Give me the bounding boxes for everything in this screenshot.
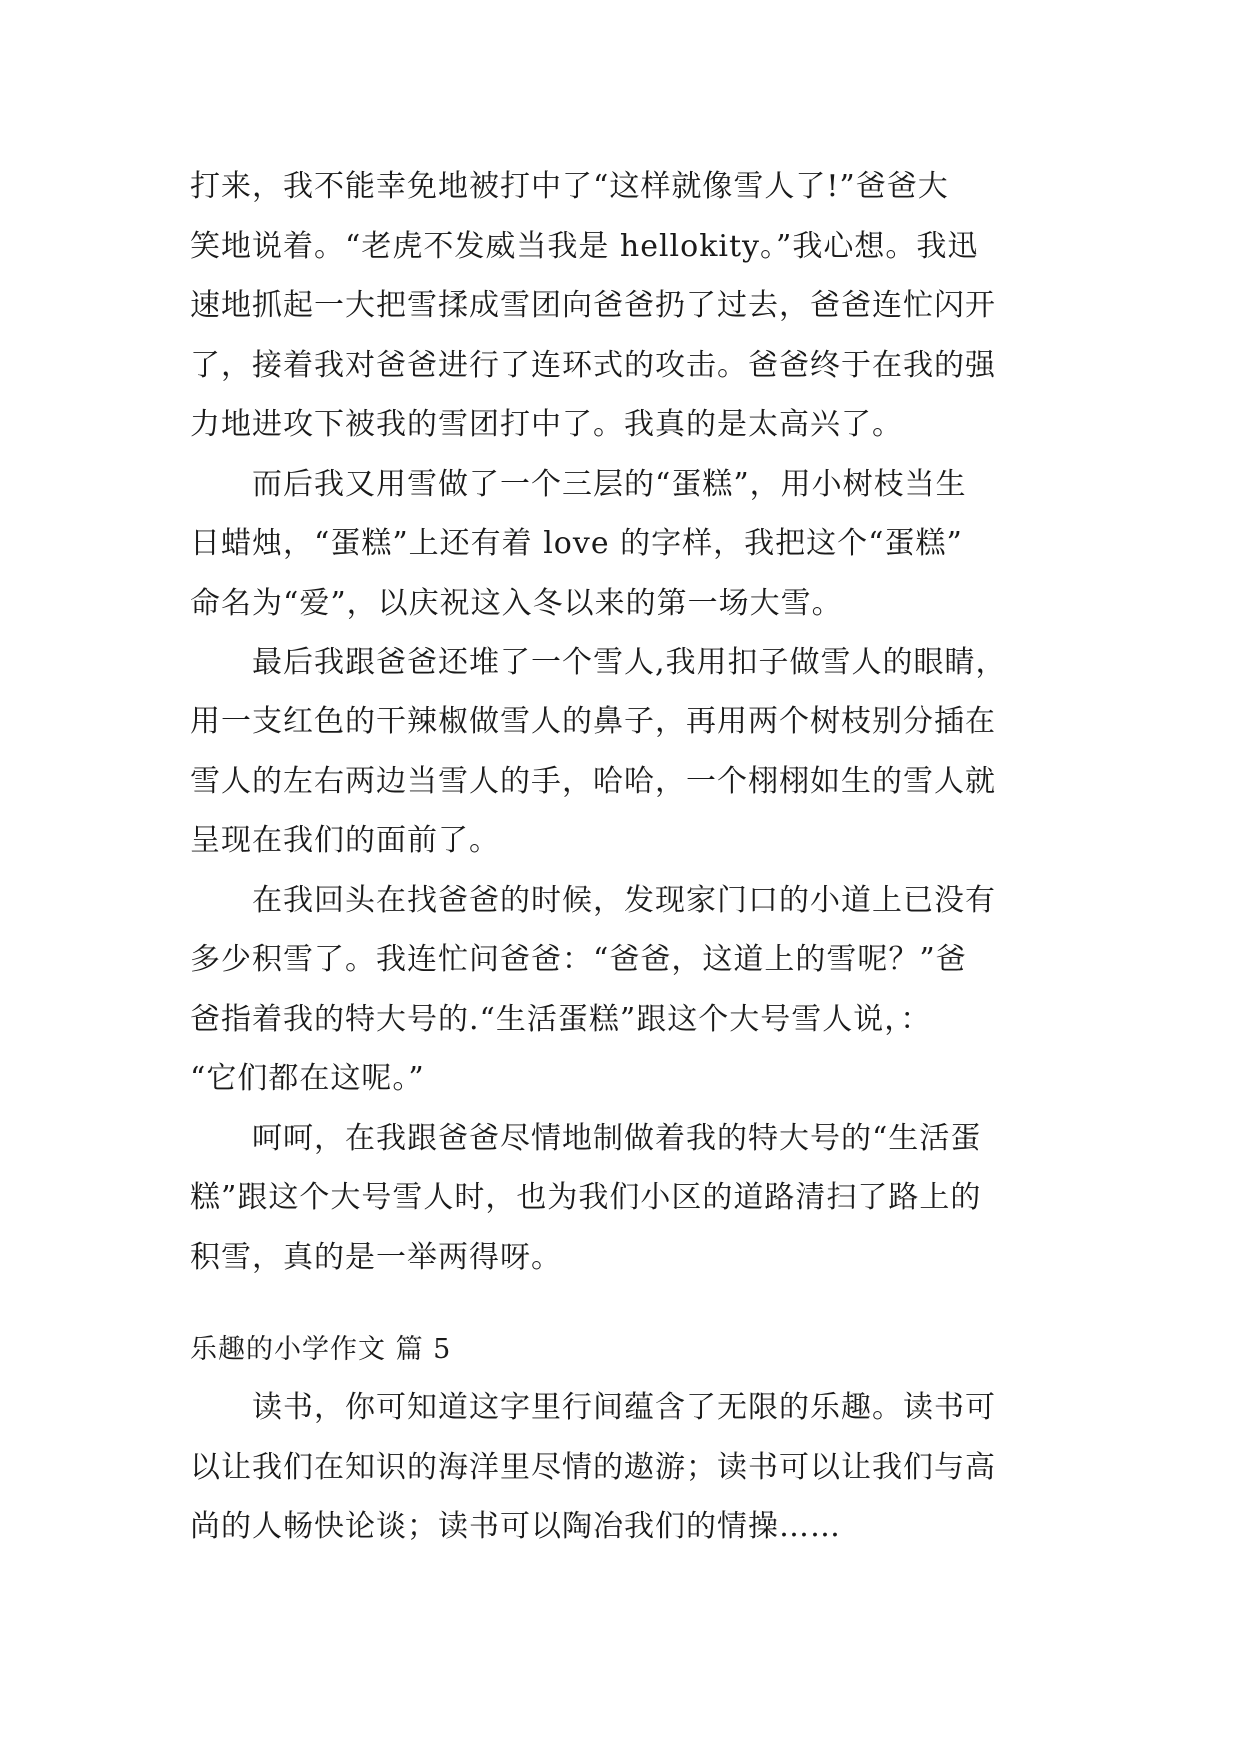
text-line: 以让我们在知识的海洋里尽情的遨游；读书可以让我们与高 — [190, 1450, 996, 1485]
text-line: 用一支红色的干辣椒做雪人的鼻子，再用两个树枝别分插在 — [190, 704, 996, 739]
text-line: 日蜡烛，“蛋糕”上还有着 love 的字样，我把这个“蛋糕” — [190, 526, 963, 561]
text-line: “它们都在这呢。” — [190, 1061, 425, 1096]
text-line: 读书，你可知道这字里行间蕴含了无限的乐趣。读书可 — [190, 1390, 996, 1425]
text-line: 呵呵，在我跟爸爸尽情地制做着我的特大号的“生活蛋 — [190, 1121, 982, 1156]
text-line: 命名为“爱”，以庆祝这入冬以来的第一场大雪。 — [190, 586, 843, 621]
text-line: 呈现在我们的面前了。 — [190, 823, 500, 858]
text-line: 多少积雪了。我连忙问爸爸：“爸爸，这道上的雪呢？”爸 — [190, 942, 967, 977]
text-line: 最后我跟爸爸还堆了一个雪人,我用扣子做雪人的眼睛， — [190, 645, 1007, 680]
text-line: 尚的人畅快论谈；读书可以陶冶我们的情操…… — [190, 1509, 841, 1544]
section-heading: 乐趣的小学作文 篇 5 — [190, 1334, 452, 1365]
text-line: 糕”跟这个大号雪人时，也为我们小区的道路清扫了路上的 — [190, 1180, 982, 1215]
text-line: 打来，我不能幸免地被打中了“这样就像雪人了!”爸爸大 — [190, 169, 949, 204]
text-line: 爸指着我的特大号的.“生活蛋糕”跟这个大号雪人说，： — [190, 1002, 932, 1037]
text-line: 而后我又用雪做了一个三层的“蛋糕”，用小树枝当生 — [190, 467, 967, 502]
text-line: 力地进攻下被我的雪团打中了。我真的是太高兴了。 — [190, 407, 903, 442]
text-line: 速地抓起一大把雪揉成雪团向爸爸扔了过去，爸爸连忙闪开 — [190, 288, 996, 323]
text-line: 雪人的左右两边当雪人的手，哈哈，一个栩栩如生的雪人就 — [190, 764, 996, 799]
text-line: 在我回头在找爸爸的时候，发现家门口的小道上已没有 — [190, 883, 996, 918]
text-line: 积雪，真的是一举两得呀。 — [190, 1240, 562, 1275]
text-line: 笑地说着。“老虎不发威当我是 hellokity。”我心想。我迅 — [190, 229, 979, 264]
text-line: 了，接着我对爸爸进行了连环式的攻击。爸爸终于在我的强 — [190, 348, 996, 383]
